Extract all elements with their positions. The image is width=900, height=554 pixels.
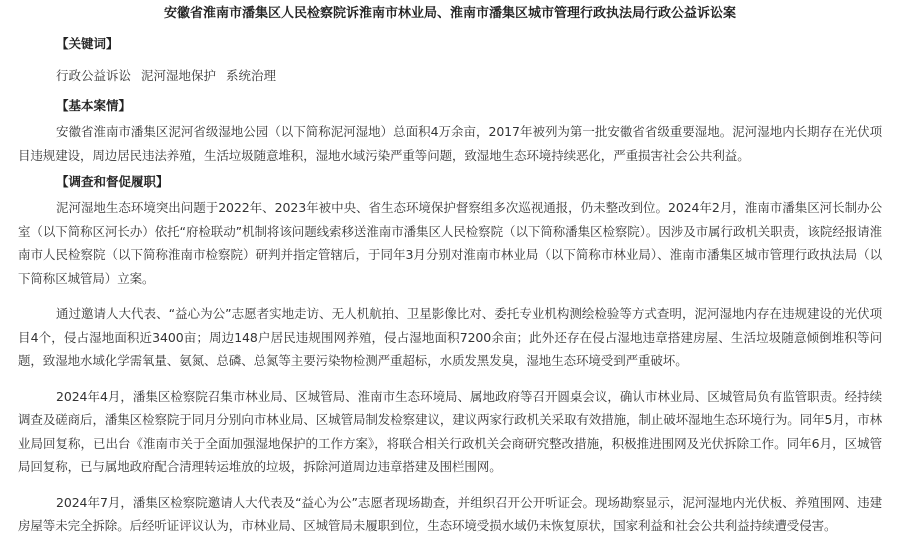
investigation-paragraph-3: 2024年4月，潘集区检察院召集市林业局、区城管局、淮南市生态环境局、属地政府等召开圆桌会议，确认市林业局、区城管局负有监管职责。经持续调查及磋商后，潘集区检察院于同月分别向市林业局、区城管局制发检察建议，建议两家行政机关采取有效措施，制止破坏湿地生态环境行为。同年5月，市林业局回复称，已出台《淮南市关于全面加强湿地保护的工作方案》，将联合相关行政机关会商研究整改措施，积极推进围网及光伏拆除工作。同年6月，区城管局回复称，已与属地政府配合清理转运堆放的垃圾，拆除河道周边违章搭建及围栏围网。 (18, 388, 882, 474)
keyword-item: 泥河湿地保护 (141, 68, 217, 83)
basic-facts-paragraph: 安徽省淮南市潘集区泥河省级湿地公园（以下简称泥河湿地）总面积4万余亩，2017年被列为第一批安徽省省级重要湿地。泥河湿地内长期存在光伏项目违规建设，周边居民违法养殖，生活垃圾随意堆积，湿地水域污染严重等问题，致湿地生态环境持续恶化，严重损害社会公共利益。 (18, 124, 882, 163)
investigation-paragraph-1: 泥河湿地生态环境突出问题于2022年、2023年被中央、省生态环境保护督察组多次巡视通报，仍未整改到位。2024年2月，淮南市潘集区河长制办公室（以下简称区河长办）依托“府检联动”机制将该问题线索移送淮南市潘集区人民检察院（以下简称潘集区检察院）。因涉及市属行政机关职责，该院经报请淮南市人民检察院（以下简称淮南市检察院）研判并指定管辖后，于同年3月分别对淮南市林业局（以下简称市林业局）、淮南市潘集区城市管理行政执法局（以下简称区城管局）立案。 (18, 200, 882, 286)
basic-facts-heading: 【基本案情】 (56, 98, 132, 113)
document-title: 安徽省淮南市潘集区人民检察院诉淮南市林业局、淮南市潘集区城市管理行政执法局行政公益诉讼案 (163, 6, 736, 21)
keyword-item: 行政公益诉讼 (56, 68, 132, 83)
investigation-heading: 【调查和督促履职】 (56, 174, 169, 189)
keywords-list (56, 67, 882, 85)
investigation-paragraph-4: 2024年7月，潘集区检察院邀请人大代表及“益心为公”志愿者现场勘查，并组织召开公开听证会。现场勘察显示，泥河湿地内光伏板、养殖围网、违建房屋等未完全拆除。后经听证评议认为，市林业局、区城管局未履职到位，生态环境受损水域仍未恢复原状，国家利益和社会公共利益持续遭受侵害。 (18, 494, 882, 533)
keyword-item: 系统治理 (226, 68, 277, 83)
investigation-paragraph-2: 通过邀请人大代表、“益心为公”志愿者实地走访、无人机航拍、卫星影像比对、委托专业机构测绘检验等方式查明，泥河湿地内存在违规建设的光伏项目4个，侵占湿地面积近3400亩；周边148户居民违规围网养殖，侵占湿地面积7200余亩；此外还存在侵占湿地违章搭建房屋、生活垃圾随意倾倒堆积等问题，致湿地水域化学需氧量、氨氮、总磷、总氮等主要污染物检测严重超标，水质发黑发臭，湿地生态环境受到严重破坏。 (18, 306, 882, 368)
keywords-heading: 【关键词】 (56, 36, 119, 51)
